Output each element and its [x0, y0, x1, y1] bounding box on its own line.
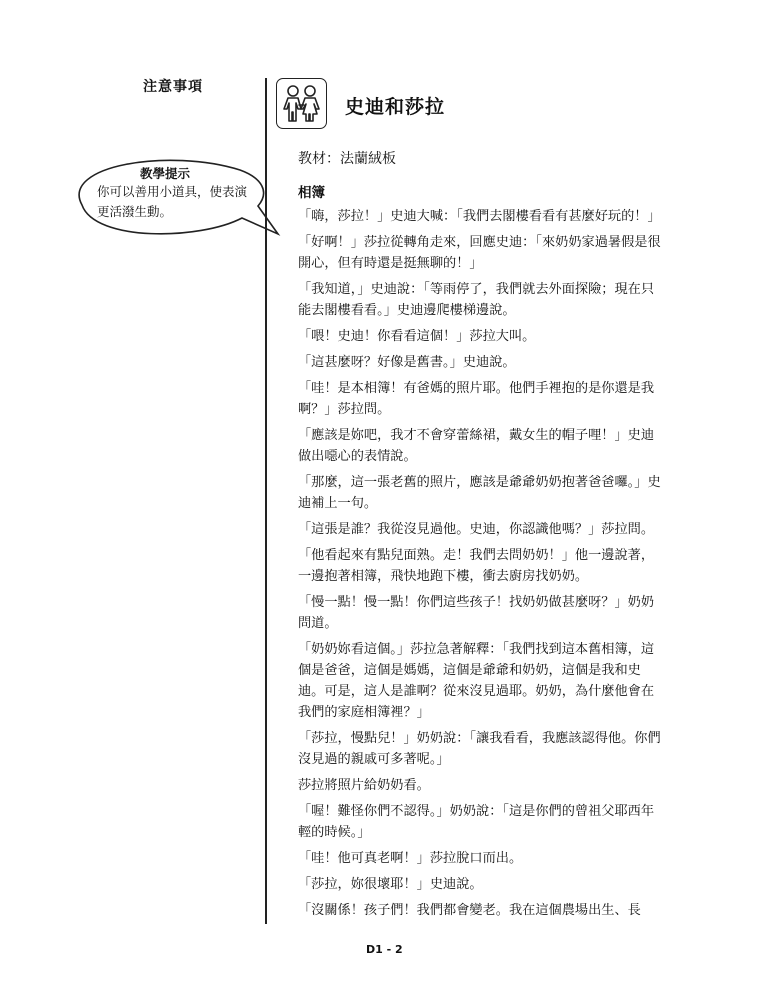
two-children-icon	[276, 78, 327, 129]
story-paragraph: 「我知道，」史迪說：「等雨停了，我們就去外面探險；現在只能去閣樓看看。」史迪邊爬樓梯邊說。	[298, 282, 655, 318]
story-paragraph: 「那麼，這一張老舊的照片，應該是爺爺奶奶抱著爸爸囉。」史迪補上一句。	[298, 475, 661, 511]
story-paragraph: 「應該是妳吧，我才不會穿蕾絲裙，戴女生的帽子哩！」史迪做出噁心的表情說。	[298, 428, 655, 464]
story-paragraph: 「這甚麼呀？好像是舊書。」史迪說。	[298, 355, 516, 370]
story-paragraph: 「喂！史迪！你看看這個！」莎拉大叫。	[298, 329, 536, 344]
story-paragraph: 莎拉將照片給奶奶看。	[298, 778, 430, 793]
material-line: 教材：法蘭絨板	[298, 151, 396, 167]
tip-text: 你可以善用小道具，使表演更活潑生動。	[97, 184, 248, 219]
story-paragraph: 「莎拉，妳很壞耶！」史迪說。	[298, 877, 483, 892]
tip-title: 教學提示	[140, 166, 191, 181]
story-paragraph: 「沒關係！孩子們！我們都會變老。我在這個農場出生、長	[298, 903, 641, 918]
story-paragraph: 「嗨，莎拉！」史迪大喊：「我們去閣樓看看有甚麼好玩的！」	[298, 209, 661, 224]
story-paragraph: 「好啊！」莎拉從轉角走來，回應史迪：「來奶奶家過暑假是很開心，但有時還是挺無聊的！」	[298, 235, 661, 271]
story-paragraph: 「慢一點！慢一點！你們這些孩子！找奶奶做甚麼呀？」奶奶問道。	[298, 595, 655, 631]
column-divider	[265, 78, 267, 924]
story-body	[298, 206, 666, 926]
notes-heading: 注意事項	[143, 79, 203, 95]
story-paragraph: 「喔！難怪你們不認得。」奶奶說：「這是你們的曾祖父耶西年輕的時候。」	[298, 804, 655, 840]
page-number: D1 - 2	[366, 943, 403, 956]
story-paragraph: 「他看起來有點兒面熟。走！我們去問奶奶！」他一邊說著，一邊抱著相簿，飛快地跑下樓，衝去廚房找奶奶。	[298, 548, 655, 584]
story-paragraph: 「莎拉，慢點兒！」奶奶說：「讓我看看，我應該認得他。你們沒見過的親戚可多著呢。」	[298, 731, 661, 767]
section-heading: 相簿	[298, 185, 325, 201]
story-paragraph: 「這張是誰？我從沒見過他。史迪，你認識他嗎？」莎拉問。	[298, 522, 655, 537]
story-paragraph: 「哇！他可真老啊！」莎拉脫口而出。	[298, 851, 523, 866]
story-title: 史迪和莎拉	[345, 96, 446, 118]
story-paragraph: 「奶奶妳看這個。」莎拉急著解釋：「我們找到這本舊相簿，這個是爸爸，這個是媽媽，這個是爺爺和奶奶，這個是我和史迪。可是，這人是誰啊？從來沒見過耶。奶奶，為什麼他會在我們的家庭相簿裡？」	[298, 642, 655, 720]
story-paragraph: 「哇！是本相簿！有爸媽的照片耶。他們手裡抱的是你還是我啊？」莎拉問。	[298, 381, 655, 417]
